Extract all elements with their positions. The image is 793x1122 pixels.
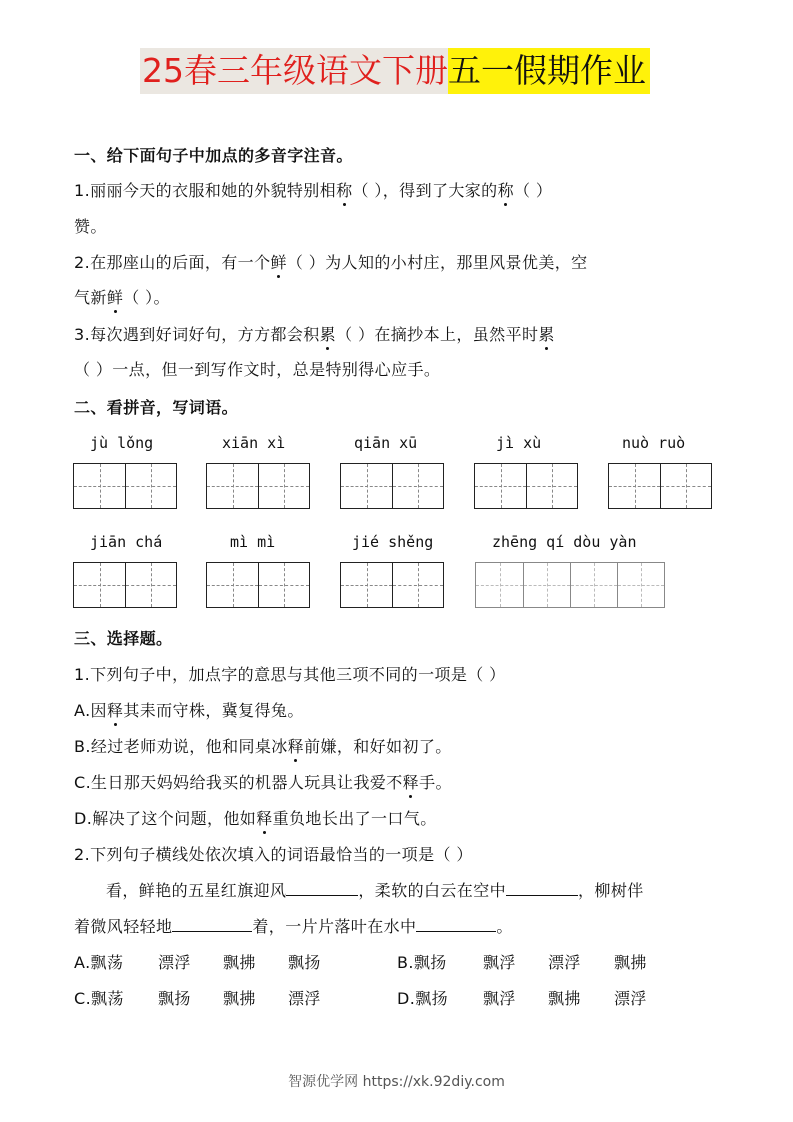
s3-q2-passage-line1: 看，鲜艳的五星红旗迎风 ，柔软的白云在空中 ，柳树伴 xyxy=(106,881,644,900)
s1-q2-line2: 气新鲜（ ）。 xyxy=(74,288,170,307)
page-title xyxy=(140,48,650,94)
dotted-char: 释 xyxy=(256,809,273,828)
tianzige-box[interactable] xyxy=(73,463,177,509)
section2-heading: 二、看拼音，写词语。 xyxy=(74,398,239,417)
tianzige-box[interactable] xyxy=(206,463,310,509)
pinyin-label: jì xù xyxy=(496,434,542,452)
dotted-char: 鲜 xyxy=(270,253,287,272)
s1-q1-line2: 赞。 xyxy=(74,217,107,236)
s3-q1-option-b: B.经过老师劝说，他和同桌冰释前嫌，和好如初了。 xyxy=(74,737,452,756)
s3-q1-stem: 1.下列句子中，加点字的意思与其他三项不同的一项是（ ） xyxy=(74,665,506,684)
title-part-red: 25春三年级语文下册 xyxy=(140,48,448,94)
pinyin-label: xiān xì xyxy=(222,434,286,452)
pinyin-label: zhēng qí dòu yàn xyxy=(492,533,637,551)
dotted-char: 累 xyxy=(538,325,555,344)
pinyin-label: jiān chá xyxy=(90,533,163,551)
dotted-char: 称 xyxy=(497,181,514,200)
dotted-char: 释 xyxy=(402,773,420,792)
pinyin-label: nuò ruò xyxy=(622,434,686,452)
fill-blank[interactable] xyxy=(172,917,252,932)
dotted-char: 释 xyxy=(106,701,124,720)
dotted-char: 释 xyxy=(287,737,305,756)
tianzige-box[interactable] xyxy=(474,463,578,509)
s3-q1-option-c: C.生日那天妈妈给我买的机器人玩具让我爱不释手。 xyxy=(74,773,452,792)
s1-q3-line2: （ ）一点，但一到写作文时，总是特别得心应手。 xyxy=(74,360,441,379)
s3-q1-option-a: A.因释其耒而守株，冀复得兔。 xyxy=(74,701,304,720)
tianzige-box-wide[interactable] xyxy=(475,562,665,608)
tianzige-box[interactable] xyxy=(206,562,310,608)
footer-watermark: 智源优学网 https://xk.92diy.com xyxy=(288,1074,505,1090)
dotted-char: 累 xyxy=(319,325,337,344)
s3-q2-stem: 2.下列句子横线处依次填入的词语最恰当的一项是（ ） xyxy=(74,845,473,864)
pinyin-label: jù lǒng xyxy=(90,434,154,452)
pinyin-label: mì mì xyxy=(230,533,276,551)
tianzige-box[interactable] xyxy=(608,463,712,509)
title-part-highlight: 五一假期作业 xyxy=(448,48,650,94)
s3-q2-passage-line2: 着微风轻轻地 着，一片片落叶在水中 。 xyxy=(74,917,513,936)
dotted-char: 称 xyxy=(336,181,353,200)
pinyin-label: qiān xū xyxy=(354,434,418,452)
pinyin-label: jié shěng xyxy=(352,533,434,551)
tianzige-box[interactable] xyxy=(340,463,444,509)
section1-heading: 一、给下面句子中加点的多音字注音。 xyxy=(74,146,353,165)
fill-blank[interactable] xyxy=(506,881,578,896)
tianzige-box[interactable] xyxy=(73,562,177,608)
s3-q1-option-d: D.解决了这个问题，他如释重负地长出了一口气。 xyxy=(74,809,437,828)
fill-blank[interactable] xyxy=(286,881,358,896)
fill-blank[interactable] xyxy=(416,917,496,932)
s1-q1-line1: 1.丽丽今天的衣服和她的外貌特别相称（ ），得到了大家的称（ ） xyxy=(74,181,553,200)
tianzige-box[interactable] xyxy=(340,562,444,608)
s1-q3-line1: 3.每次遇到好词好句，方方都会积累（ ）在摘抄本上，虽然平时累 xyxy=(74,325,555,344)
section3-heading: 三、选择题。 xyxy=(74,629,173,648)
dotted-char: 鲜 xyxy=(106,288,124,307)
s1-q2-line1: 2.在那座山的后面，有一个鲜（ ）为人知的小村庄，那里风景优美，空 xyxy=(74,253,588,272)
